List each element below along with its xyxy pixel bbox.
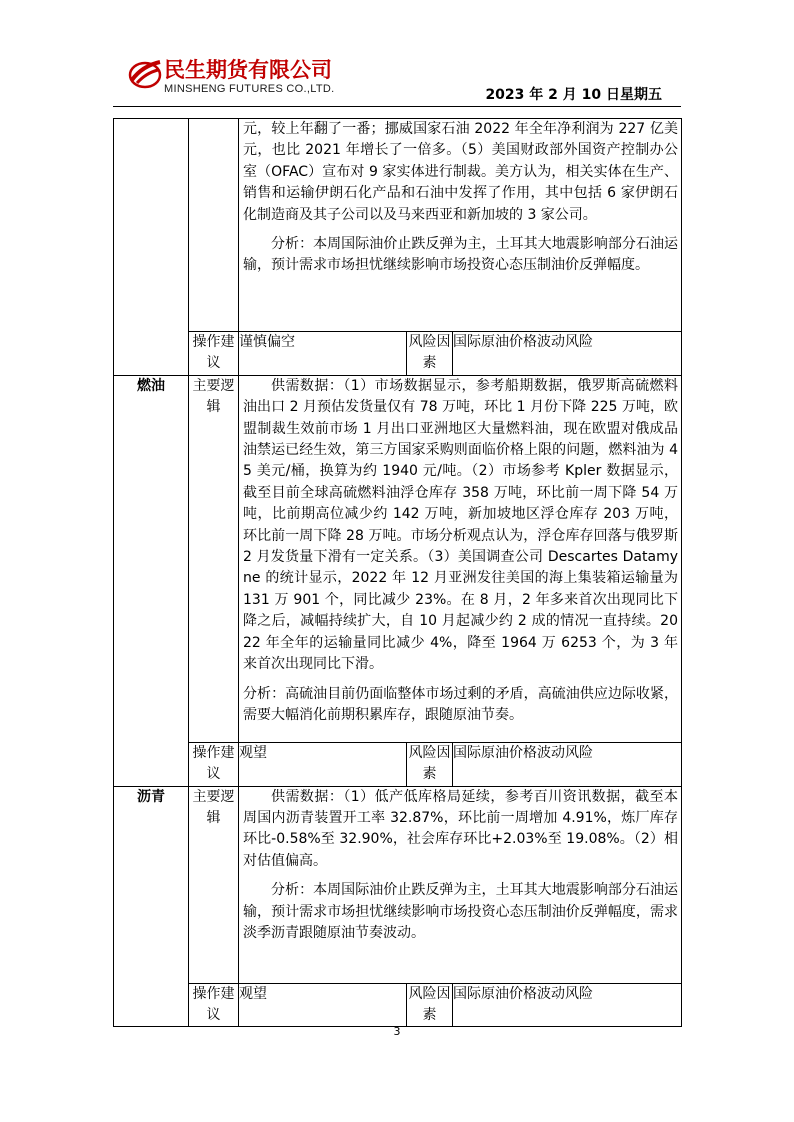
asphalt-operation-label: 操作建议: [189, 983, 239, 1027]
fuel-operation-label: 操作建议: [189, 742, 239, 786]
crude-risk-label: 风险因素: [407, 332, 453, 376]
fuel-risk-value: 国际原油价格波动风险: [453, 742, 682, 786]
fuel-supply-text: 供需数据：（1）市场数据显示，参考船期数据，俄罗斯高硫燃料油出口 2 月预估发货量仅有 78 万吨，环比 1 月份下降 225 万吨，欧盟制裁生效前市场 1 月出口亚洲地区大量燃料油，现在欧盟对俄成品油禁运已经生效，第三方国家采购则面临价格上限的问题，燃料油为 45 美元/桶，换算为约 1940 元/吨。（2）市场参考 Kpler 数据显示，截至目前全球高硫燃料油浮仓库存 358 万吨，环比前一周下降 54 万吨，比前期高位减少约 142 万吨，新加坡地区浮仓库存 203 万吨，环比前一周下降 28 万吨。市场分析观点认为，浮仓库存回落与俄罗斯 2 月发货量下滑有一定关系。（3）美国调查公司 Descartes Datamyne 的统计显示，2022 年 12 月亚洲发往美国的海上集装箱运输量为 131 万 901 个，同比减少 23%。在 8 月，2 年多来首次出现同比下降之后，减幅持续扩大，自 10 月起减少约 2 成的情况一直持续。2022 年全年的运输量同比减少 4%，降至 1964 万 6253 个，为 3 年来首次出现同比下滑。: [243, 377, 678, 673]
fuel-logic-content: [239, 375, 682, 742]
company-name-cn: 民生期货有限公司: [164, 58, 332, 82]
fuel-risk-label: 风险因素: [407, 742, 453, 786]
asphalt-risk-value: 国际原油价格波动风险: [453, 983, 682, 1027]
asphalt-analysis: 分析：本周国际油价止跌反弹为主，土耳其大地震影响部分石油运输，预计需求市场担忧继续影响市场投资心态压制油价反弹幅度，需求淡季沥青跟随原油节奏波动。: [243, 882, 678, 942]
crude-category-cell: [114, 119, 189, 376]
fuel-category: 燃油: [114, 375, 189, 786]
asphalt-logic-content: [239, 786, 682, 983]
page-number: 3: [393, 1025, 401, 1038]
asphalt-supply-text: 供需数据：（1）低产低库格局延续，参考百川资讯数据，截至本周国内沥青装置开工率 32.87%，环比前一周增加 4.91%，炼厂库存环比-0.58%至 32.90%，社会库存环比+2.03%至 19.08%。（2）相对估值偏高。: [243, 788, 678, 869]
crude-operation-value: 谨慎偏空: [239, 332, 407, 376]
fuel-logic-label: 主要逻辑: [189, 375, 239, 742]
crude-logic-row: [114, 119, 682, 332]
report-table: [113, 118, 682, 1027]
company-logo: [128, 56, 368, 102]
crude-risk-value: 国际原油价格波动风险: [453, 332, 682, 376]
header-divider: [113, 106, 681, 107]
asphalt-operation-row: [114, 983, 682, 1027]
crude-logic-content: [239, 119, 682, 332]
crude-operation-row: [114, 332, 682, 376]
asphalt-logic-label: 主要逻辑: [189, 786, 239, 983]
minsheng-logo-icon: [128, 56, 162, 90]
asphalt-category: 沥青: [114, 786, 189, 1027]
crude-analysis: 分析：本周国际油价止跌反弹为主，土耳其大地震影响部分石油运输，预计需求市场担忧继续影响市场投资心态压制油价反弹幅度。: [243, 236, 678, 274]
asphalt-logic-row: [114, 786, 682, 983]
asphalt-risk-label: 风险因素: [407, 983, 453, 1027]
asphalt-operation-value: 观望: [239, 983, 407, 1027]
fuel-operation-value: 观望: [239, 742, 407, 786]
crude-logic-label-cell: [189, 119, 239, 332]
report-date: 2023 年 2 月 10 日星期五: [485, 87, 662, 103]
fuel-logic-row: [114, 375, 682, 742]
fuel-operation-row: [114, 742, 682, 786]
company-name-en: MINSHENG FUTURES CO.,LTD.: [164, 83, 335, 95]
crude-operation-label: 操作建议: [189, 332, 239, 376]
crude-paragraph-cont: 元，较上年翻了一番；挪威国家石油 2022 年全年净利润为 227 亿美元，也比 2021 年增长了一倍多。（5）美国财政部外国资产控制办公室（OFAC）宣布对 9 家实体进行制裁。美方认为，相关实体在生产、销售和运输伊朗石化产品和石油中发挥了作用，其中包括 6 家伊朗石化制造商及其子公司以及马来西亚和新加坡的 3 家公司。: [243, 121, 678, 223]
fuel-analysis: 分析：高硫油目前仍面临整体市场过剩的矛盾，高硫油供应边际收紧，需要大幅消化前期积累库存，跟随原油节奏。: [243, 685, 678, 723]
